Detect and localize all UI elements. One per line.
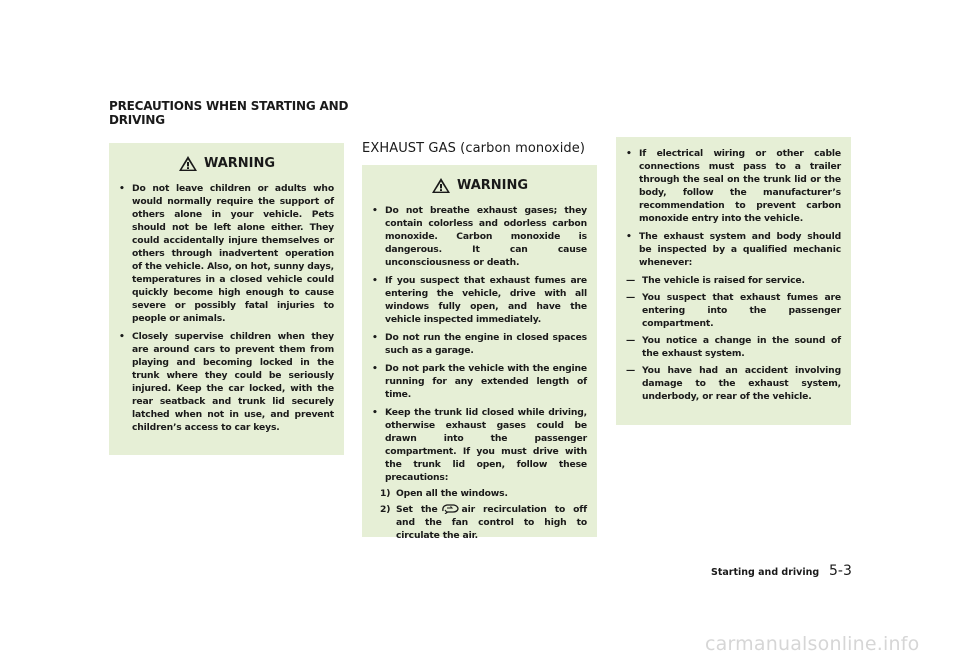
bullet: •	[119, 331, 125, 342]
warning-label: WARNING	[203, 156, 276, 171]
list-item	[372, 274, 587, 326]
numbered-step	[380, 503, 587, 542]
warning-header	[372, 177, 587, 194]
list-item	[372, 204, 587, 269]
list-item-text: The exhaust system and body should be inspected by a qualified mechanic whenever:	[639, 231, 841, 268]
warning-triangle-icon	[178, 155, 198, 172]
warning-header	[119, 155, 334, 172]
list-item-text: Do not breathe exhaust gases; they contain colorless and odorless carbon monoxide. Carbon monoxide is dangerous. It can cause unconsciousness or death.	[385, 205, 587, 268]
list-item	[626, 147, 841, 225]
dash-item	[626, 334, 841, 360]
list-item	[372, 362, 587, 401]
bullet: •	[372, 275, 378, 286]
list-item-text: Do not park the vehicle with the engine running for any extended length of time.	[385, 363, 587, 400]
bullet: •	[372, 332, 378, 343]
step-number: 1)	[380, 488, 391, 499]
exhaust-info-box	[616, 137, 851, 425]
warning-box-children	[109, 143, 344, 455]
step-number: 2)	[380, 504, 391, 515]
section-title: PRECAUTIONS WHEN STARTING AND DRIVING	[109, 99, 349, 127]
list-item	[372, 406, 587, 484]
list-item-text: Do not run the engine in closed spaces such as a garage.	[385, 332, 587, 356]
list-item-text: Closely supervise children when they are around cars to prevent them from playing and becoming locked in the trunk where they could be seriously injured. Keep the car locked, with the rear seatback and trunk lid securely latched when not in use, and prevent children’s access to car keys.	[132, 331, 334, 433]
warning-box-exhaust	[362, 165, 597, 541]
dash-item-text: You have had an accident involving damage to the exhaust system, underbody, or rear of the vehicle.	[642, 365, 841, 402]
dash: —	[626, 335, 636, 346]
dash: —	[626, 275, 636, 286]
step-text: Open all the windows.	[396, 488, 508, 499]
list-item	[626, 230, 841, 269]
bullet: •	[372, 363, 378, 374]
step-text-before: Set the	[396, 504, 438, 515]
footer-chapter-label: Starting and driving	[711, 567, 820, 578]
list-item-text: If electrical wiring or other cable connections must pass to a trailer through the seal on the trunk lid or the body, follow the manufacturer’s recommendation to prevent carbon monoxide entry into the vehicle.	[639, 148, 841, 224]
bullet: •	[372, 407, 378, 418]
warning-triangle-icon	[431, 177, 451, 194]
exhaust-gas-title: EXHAUST GAS (carbon monoxide)	[362, 141, 586, 156]
list-item-text: Keep the trunk lid closed while driving, otherwise exhaust gases could be drawn into the passenger compartment. If you must drive with the trunk lid open, follow these precautions:	[385, 407, 587, 483]
dash-item	[626, 274, 841, 287]
bullet: •	[119, 183, 125, 194]
list-item-text: Do not leave children or adults who would normally require the support of others alone in your vehicle. Pets should not be left alone either. They could accidentally injure themselves or others through inadvertent operation of the vehicle. Also, on hot, sunny days, temperatures in a closed vehicle could quickly become high enough to cause severe or possibly fatal injuries to people or animals.	[132, 183, 334, 324]
list-item-text: If you suspect that exhaust fumes are entering the vehicle, drive with all windows fully open, and have the vehicle inspected immediately.	[385, 275, 587, 325]
dash: —	[626, 365, 636, 376]
numbered-step	[380, 487, 587, 500]
bullet: •	[626, 148, 632, 159]
warning-label: WARNING	[456, 178, 529, 193]
step-text	[396, 503, 587, 542]
air-recirculation-icon	[440, 503, 460, 514]
watermark: carmanualsonline.info	[705, 633, 920, 655]
step-text-after: air recirculation to off and the fan control to high to circulate the air.	[396, 504, 587, 541]
dash-item	[626, 291, 841, 330]
dash: —	[626, 292, 636, 303]
list-item	[372, 331, 587, 357]
dash-item	[626, 364, 841, 403]
bullet: •	[626, 231, 632, 242]
page-number: 5-3	[829, 563, 852, 579]
dash-item-text: The vehicle is raised for service.	[642, 275, 805, 286]
list-item	[119, 330, 334, 434]
dash-item-text: You suspect that exhaust fumes are entering into the passenger compartment.	[642, 292, 841, 329]
bullet: •	[372, 205, 378, 216]
dash-item-text: You notice a change in the sound of the exhaust system.	[642, 335, 841, 359]
list-item	[119, 182, 334, 325]
